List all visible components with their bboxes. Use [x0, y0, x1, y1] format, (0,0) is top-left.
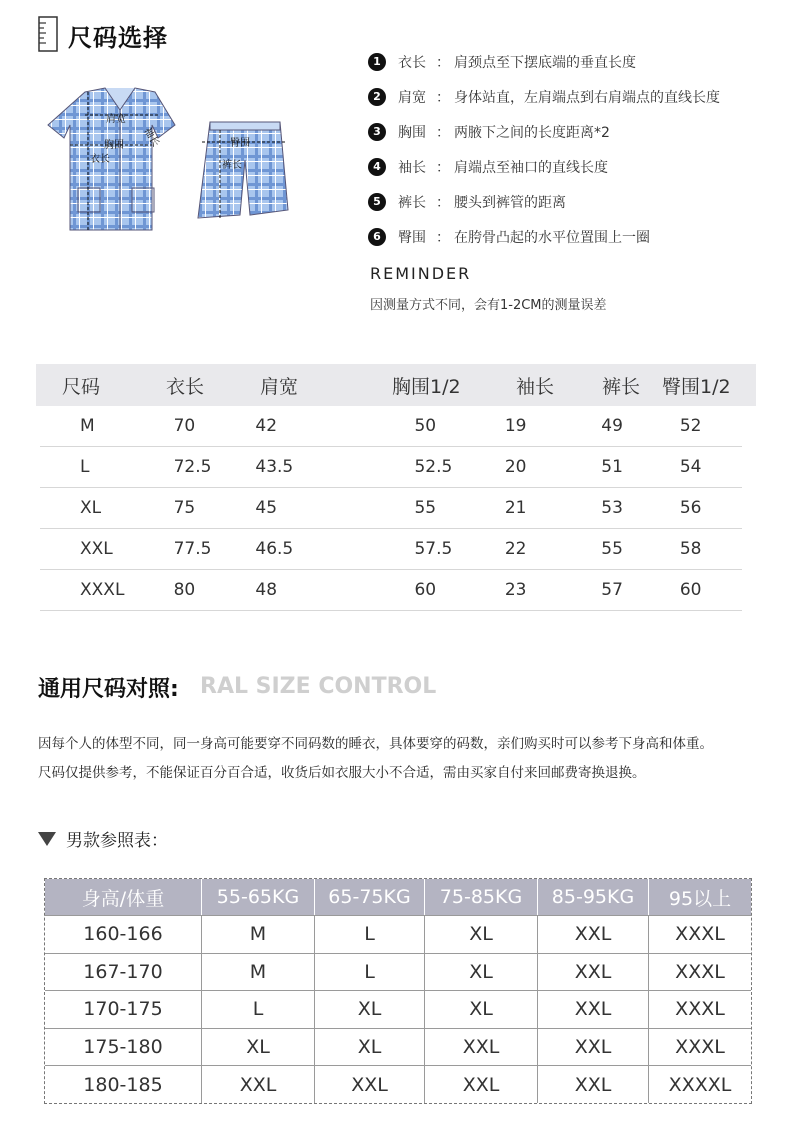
column-header: 袖长 — [516, 375, 555, 398]
men-table-header — [45, 879, 751, 915]
men-size-table — [44, 878, 752, 1104]
cell: 46.5 — [255, 539, 294, 559]
cell: XXL — [424, 1066, 537, 1103]
cell: XXL — [537, 954, 648, 991]
pajama-illustration — [40, 80, 300, 250]
cell: XL — [424, 954, 537, 991]
cell: 77.5 — [173, 539, 212, 559]
cell: 20 — [504, 457, 527, 477]
cell: 60 — [414, 580, 437, 600]
number-badge-icon: 2 — [368, 88, 386, 106]
column-header: 肩宽 — [260, 375, 299, 398]
cell: 54 — [679, 457, 702, 477]
cell: 22 — [504, 539, 527, 559]
number-badge-icon: 5 — [368, 193, 386, 211]
measurement-item: 4 袖长 ： 肩端点至袖口的直线长度 — [368, 149, 778, 184]
cell: 180-185 — [83, 1073, 163, 1096]
illus-shirt-label-0: 肩宽 — [106, 114, 126, 125]
cell: XXL — [201, 1066, 314, 1103]
cell: 19 — [504, 416, 527, 436]
column-header: 75-85KG — [424, 879, 537, 915]
shirt-drawing — [48, 88, 175, 230]
measurement-item: 2 肩宽 ： 身体站直，左肩端点到右肩端点的直线长度 — [368, 79, 778, 114]
measurement-name: 臀围 — [398, 229, 426, 246]
measurement-list — [368, 44, 778, 254]
cell: 70 — [173, 416, 196, 436]
number-badge-icon: 1 — [368, 53, 386, 71]
cell: L — [314, 916, 424, 953]
cell: XXXXL — [648, 1066, 751, 1103]
reminder-title: REMINDER — [370, 264, 472, 283]
illus-shirt-label-1: 胸围 — [104, 140, 124, 151]
measurement-name: 衣长 — [398, 54, 426, 71]
cell: 50 — [414, 416, 437, 436]
column-header: 臀围1/2 — [662, 375, 731, 398]
illus-pants-label-0: 臀围 — [230, 138, 250, 149]
measurement-desc: 两腋下之间的长度距离*2 — [454, 124, 610, 141]
size-table-header — [36, 364, 756, 406]
measurement-desc: 在胯骨凸起的水平位置围上一圈 — [454, 229, 650, 246]
cell: 43.5 — [255, 457, 294, 477]
measurement-name: 肩宽 — [398, 89, 426, 106]
cell: M — [201, 954, 314, 991]
cell: XXXL — [648, 954, 751, 991]
cell: 52 — [679, 416, 702, 436]
column-header: 身高/体重 — [81, 887, 165, 910]
table-row — [40, 529, 742, 570]
column-header: 衣长 — [166, 375, 205, 398]
illus-shirt-label-3: 袖长 — [141, 126, 161, 149]
cell: 58 — [679, 539, 702, 559]
cell: XXL — [537, 1066, 648, 1103]
measurement-name: 胸围 — [398, 124, 426, 141]
table-row — [45, 953, 751, 991]
table-row — [40, 488, 742, 529]
cell: 23 — [504, 580, 527, 600]
measurement-item: 3 胸围 ： 两腋下之间的长度距离*2 — [368, 114, 778, 149]
cell: 80 — [173, 580, 196, 600]
cell: 175-180 — [83, 1036, 163, 1059]
cell: 160-166 — [83, 923, 163, 946]
measurement-desc: 身体站直，左肩端点到右肩端点的直线长度 — [454, 89, 720, 106]
cell: XXXL — [80, 580, 125, 600]
cell: XXL — [537, 1029, 648, 1066]
cell: XXL — [537, 991, 648, 1028]
column-header: 尺码 — [62, 375, 101, 398]
number-badge-icon: 4 — [368, 158, 386, 176]
cell: XL — [314, 1029, 424, 1066]
cell: 45 — [255, 498, 278, 518]
column-header: 85-95KG — [537, 879, 648, 915]
measurement-item: 6 臀围 ： 在胯骨凸起的水平位置围上一圈 — [368, 219, 778, 254]
cell: 56 — [679, 498, 702, 518]
cell: XL — [424, 916, 537, 953]
cell: 51 — [601, 457, 623, 477]
column-header: 95以上 — [648, 879, 751, 915]
table-row — [45, 1028, 751, 1066]
cell: 53 — [601, 498, 623, 518]
page-title: 尺码选择 — [68, 24, 168, 52]
size-table — [36, 364, 756, 611]
cell: 49 — [601, 416, 623, 436]
table-row — [40, 570, 742, 611]
column-header: 胸围1/2 — [392, 375, 461, 398]
cell: 57.5 — [414, 539, 453, 559]
cell: 170-175 — [83, 998, 163, 1021]
cell: XXL — [424, 1029, 537, 1066]
illus-shirt-label-2: 衣长 — [90, 154, 110, 165]
cell: 42 — [255, 416, 278, 436]
cell: L — [201, 991, 314, 1028]
section-subtitle: RAL SIZE CONTROL — [200, 674, 437, 699]
number-badge-icon: 6 — [368, 228, 386, 246]
shorts-drawing — [198, 122, 288, 218]
triangle-down-icon — [38, 832, 56, 846]
measurement-desc: 肩颈点至下摆底端的垂直长度 — [454, 54, 636, 71]
illus-pants-label-1: 裤长 — [222, 160, 242, 171]
measurement-name: 裤长 — [398, 194, 426, 211]
reminder-text: 因测量方式不同，会有1-2CM的测量误差 — [370, 298, 607, 313]
cell: M — [80, 416, 95, 436]
cell: XXXL — [648, 916, 751, 953]
men-table-title — [38, 826, 168, 851]
cell: M — [201, 916, 314, 953]
cell: 21 — [504, 498, 527, 518]
cell: 48 — [255, 580, 278, 600]
cell: L — [80, 457, 90, 477]
cell: 55 — [601, 539, 623, 559]
note-paragraph: 因每个人的体型不同，同一身高可能要穿不同码数的睡衣，具体要穿的码数，亲们购买时可以参考下身高和体重。 — [38, 736, 713, 752]
cell: XL — [314, 991, 424, 1028]
section-title: 通用尺码对照: — [38, 677, 179, 702]
measurement-name: 袖长 — [398, 159, 426, 176]
table-row — [40, 406, 742, 447]
cell: XXXL — [648, 991, 751, 1028]
cell: 60 — [679, 580, 702, 600]
column-header: 65-75KG — [314, 879, 424, 915]
table-row — [45, 990, 751, 1028]
ruler-icon — [38, 16, 58, 52]
measurement-desc: 腰头到裤管的距离 — [454, 194, 566, 211]
table-row — [40, 447, 742, 488]
column-header: 55-65KG — [201, 879, 314, 915]
note-paragraph: 尺码仅提供参考，不能保证百分百合适，收货后如衣服大小不合适，需由买家自付来回邮费寄换退换。 — [38, 765, 646, 781]
men-table-title-text: 男款参照表： — [66, 831, 168, 851]
cell: 75 — [173, 498, 196, 518]
measurement-item: 5 裤长 ： 腰头到裤管的距离 — [368, 184, 778, 219]
cell: XL — [424, 991, 537, 1028]
cell: 55 — [414, 498, 437, 518]
cell: XXL — [537, 916, 648, 953]
column-header: 裤长 — [602, 375, 641, 398]
table-row — [45, 915, 751, 953]
cell: 72.5 — [173, 457, 212, 477]
cell: XXXL — [648, 1029, 751, 1066]
cell: 52.5 — [414, 457, 453, 477]
number-badge-icon: 3 — [368, 123, 386, 141]
measurement-item: 1 衣长 ： 肩颈点至下摆底端的垂直长度 — [368, 44, 778, 79]
cell: L — [314, 954, 424, 991]
measurement-desc: 肩端点至袖口的直线长度 — [454, 159, 608, 176]
cell: XL — [80, 498, 102, 518]
cell: XL — [201, 1029, 314, 1066]
table-row — [45, 1065, 751, 1103]
cell: 57 — [601, 580, 623, 600]
cell: XXL — [314, 1066, 424, 1103]
cell: XXL — [80, 539, 113, 559]
cell: 167-170 — [83, 960, 163, 983]
